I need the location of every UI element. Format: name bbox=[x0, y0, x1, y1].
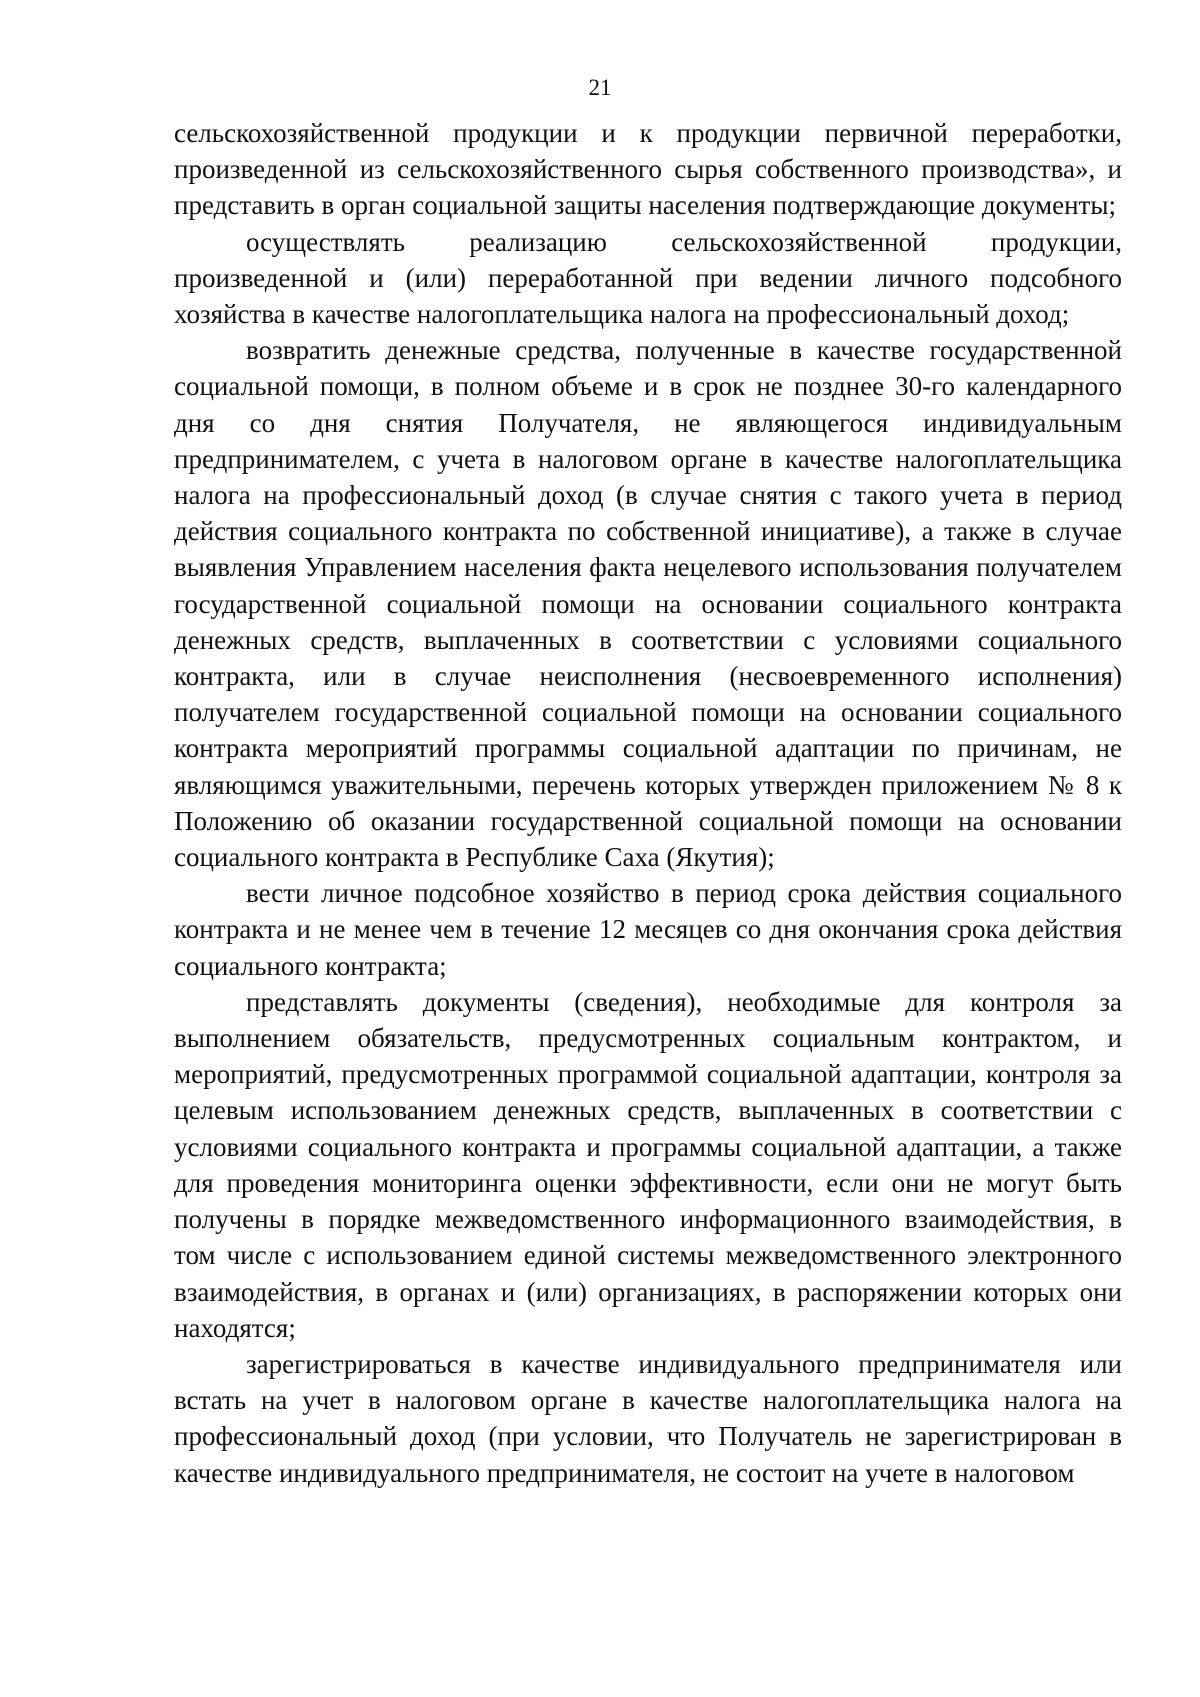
paragraph-sell-produce: осуществлять реализацию сельскохозяйственной продукции, произведенной и (или) переработанной при ведении личного подсобного хозяйства в качестве налогоплательщика налога на профессиональный доход; bbox=[174, 226, 1122, 330]
paragraph-submit-documents: представлять документы (сведения), необходимые для контроля за выполнением обязательств, предусмотренных социальным контрактом, и мероприятий, предусмотренных программой социальной адаптации, контроля за целевым использованием денежных средств, выплаченных в соответствии с условиями социального контракта и программы социальной адаптации, а также для проведения мониторинга оценки эффективности, если они не могут быть получены в порядке межведомственного информационного взаимодействия, в том числе с использованием единой системы межведомственного электронного взаимодействия, в органах и (или) организациях, в распоряжении которых они находятся; bbox=[174, 986, 1122, 1343]
paragraph-register: зарегистрироваться в качестве индивидуального предпринимателя или встать на учет в налоговом органе в качестве налогоплательщика налога на профессиональный доход (при условии, что Получатель не зарегистрирован в качестве индивидуального предпринимателя, не состоит на учете в налоговом bbox=[174, 1348, 1122, 1488]
document-body bbox=[174, 115, 1122, 1491]
paragraph-continuation: сельскохозяйственной продукции и к продукции первичной переработки, произведенной из сельскохозяйственного сырья собственного производства», и представить в орган социальной защиты населения подтверждающие документы; bbox=[174, 118, 1122, 221]
paragraph-return-funds: возвратить денежные средства, полученные в качестве государственной социальной помощи, в полном объеме и в срок не позднее 30-го календарного дня со дня снятия Получателя, не являющегося индивидуальным предпринимателем, с учета в налоговом органе в качестве налогоплательщика налога на профессиональный доход (в случае снятия с такого учета в период действия социального контракта по собственной инициативе), а также в случае выявления Управлением населения факта нецелевого использования получателем государственной социальной помощи на основании социального контракта денежных средств, выплаченных в соответствии с условиями социального контракта, или в случае неисполнения (несвоевременного исполнения) получателем государственной социальной помощи на основании социального контракта мероприятий программы социальной адаптации по причинам, не являющимся уважительными, перечень которых утвержден приложением № 8 к Положению об оказании государственной социальной помощи на основании социального контракта в Республике Саха (Якутия); bbox=[174, 335, 1122, 873]
paragraph-keep-farm: вести личное подсобное хозяйство в период срока действия социального контракта и не менее чем в течение 12 месяцев со дня окончания срока действия социального контракта; bbox=[174, 878, 1122, 981]
page-number: 21 bbox=[588, 75, 612, 100]
